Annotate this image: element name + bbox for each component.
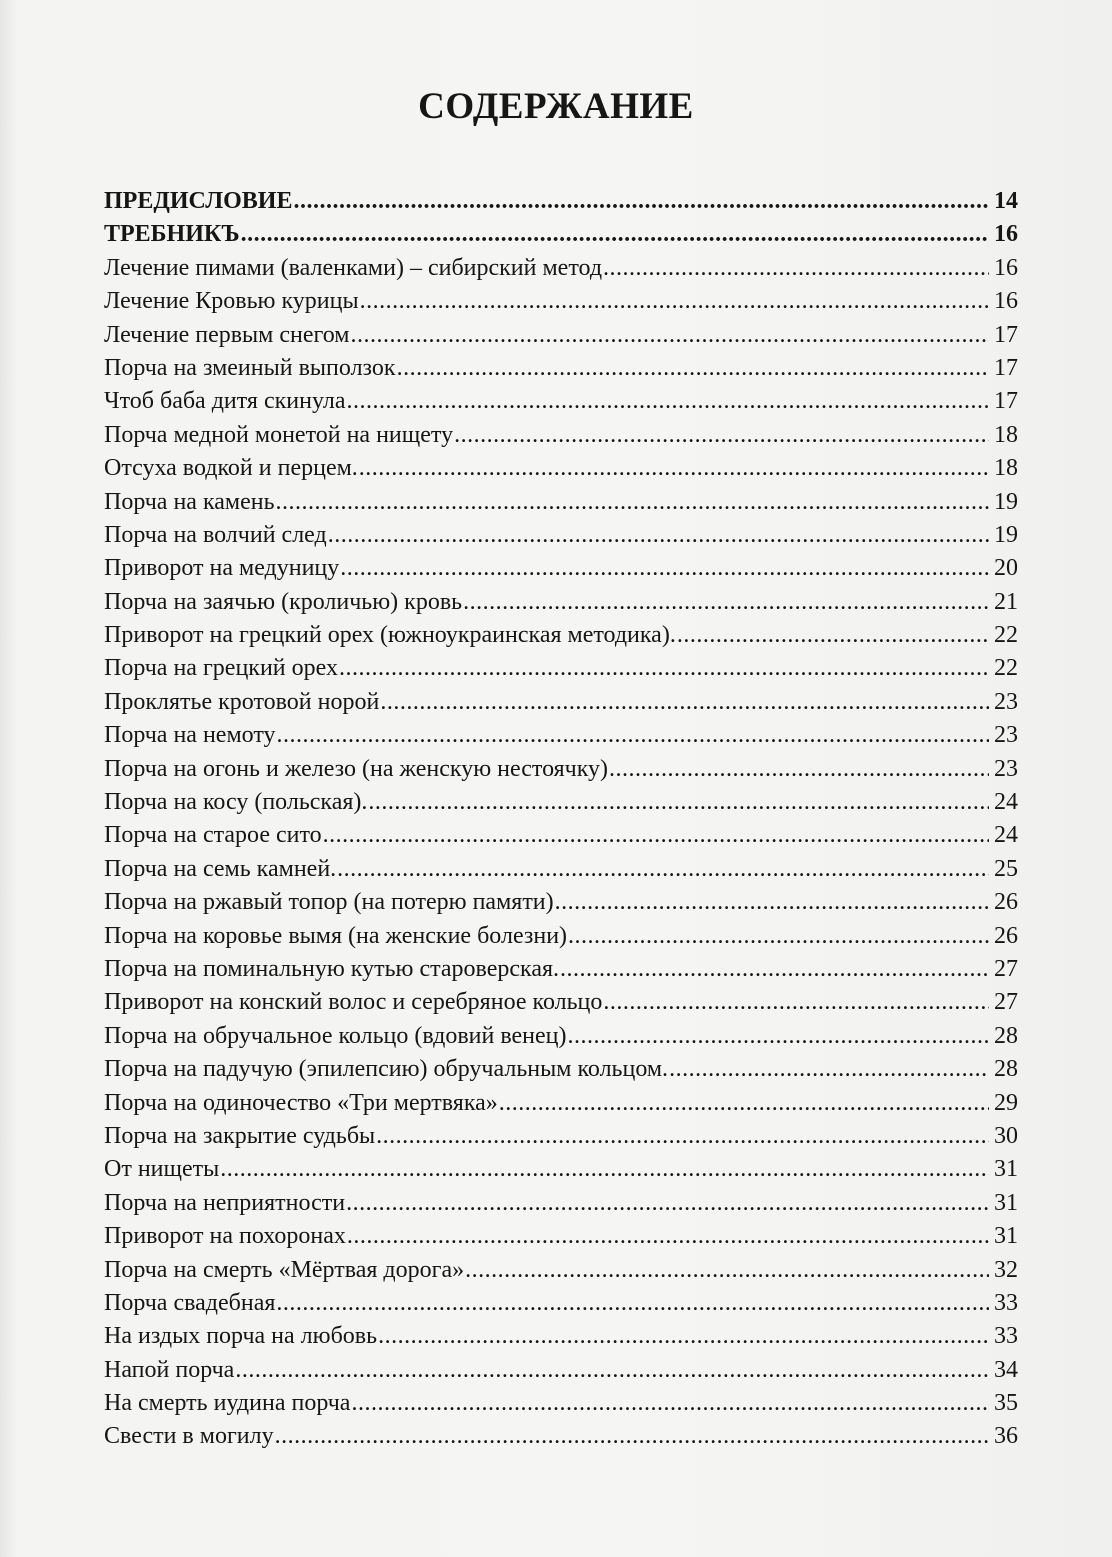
toc-dot-leader [220, 1153, 989, 1186]
toc-entry-title: От нищеты [104, 1156, 220, 1183]
toc-entry [104, 185, 1018, 218]
toc-entry [104, 853, 1018, 886]
toc-entry [104, 586, 1018, 619]
toc-entry-title: Порча на смерть «Мёртвая дорога» [104, 1256, 465, 1283]
toc-entry-page-number: 26 [994, 889, 1018, 916]
toc-entry-title: На издых порча на любовь [104, 1323, 378, 1350]
toc-dot-leader [359, 452, 989, 485]
toc-dot-leader [275, 1420, 989, 1453]
toc-dot-leader [235, 1354, 989, 1387]
toc-entry-title: Порча на закрытие судьбы [104, 1122, 376, 1149]
toc-entry-page-number: 19 [994, 488, 1018, 515]
toc-entry-title: Приворот на грецкий орех (южноукраинская методика). [104, 622, 676, 649]
toc-entry [104, 619, 1018, 652]
toc-entry-title: Порча на волчий след [104, 521, 327, 548]
toc-entry-page-number: 32 [994, 1256, 1018, 1283]
toc-dot-leader [397, 352, 989, 385]
toc-entry-page-number: 26 [994, 922, 1018, 949]
toc-entry-page-number: 23 [994, 688, 1018, 715]
toc-entry-page-number: 36 [994, 1423, 1018, 1450]
toc-entry [104, 1220, 1018, 1253]
toc-entry [104, 1153, 1018, 1186]
toc-dot-leader [339, 652, 989, 685]
toc-entry-page-number: 20 [994, 555, 1018, 582]
toc-entry-title: Приворот на похоронах [104, 1223, 346, 1250]
toc-entry [104, 1420, 1018, 1453]
toc-entry [104, 1187, 1018, 1220]
toc-entry-title: Свести в могилу [104, 1423, 274, 1450]
toc-entry [104, 519, 1018, 552]
toc-dot-leader [323, 819, 989, 852]
toc-entry [104, 986, 1018, 1019]
toc-entry-page-number: 34 [994, 1356, 1018, 1383]
toc-dot-leader [669, 1053, 989, 1086]
toc-entry-page-number: 16 [994, 254, 1018, 281]
toc-entry-page-number: 33 [994, 1323, 1018, 1350]
toc-entry-page-number: 28 [994, 1056, 1018, 1083]
toc-dot-leader [368, 786, 989, 819]
toc-entry [104, 819, 1018, 852]
toc-entry-title: Порча на старое сито [104, 822, 322, 849]
page-title: СОДЕРЖАНИЕ [418, 86, 694, 127]
toc-entry-page-number: 28 [994, 1022, 1018, 1049]
toc-entry-title: ПРЕДИСЛОВИЕ [104, 188, 293, 214]
toc-entry-title: Порча на семь камней. [104, 855, 337, 882]
toc-entry [104, 352, 1018, 385]
toc-dot-leader [351, 319, 990, 352]
toc-dot-leader [378, 1320, 989, 1353]
toc-entry [104, 285, 1018, 318]
toc-entry [104, 1287, 1018, 1320]
toc-entry-title: Порча на косу (польская). [104, 789, 368, 816]
toc-entry-page-number: 24 [994, 822, 1018, 849]
toc-entry-title: Порча на коровье вымя (на женские болезни) [104, 922, 568, 949]
toc-entry-page-number: 22 [994, 655, 1018, 682]
toc-entry-page-number: 16 [994, 288, 1018, 315]
toc-dot-leader [360, 285, 989, 318]
toc-entry [104, 920, 1018, 953]
toc-dot-leader [603, 986, 989, 1019]
toc-entry-title: Порча на огонь и железо (на женскую нестоячку) [104, 755, 609, 782]
toc-dot-leader [463, 586, 989, 619]
toc-entry [104, 786, 1018, 819]
toc-dot-leader [568, 1020, 989, 1053]
toc-entry-title: Приворот на конский волос и серебряное кольцо [104, 989, 603, 1016]
toc-entry-page-number: 33 [994, 1289, 1018, 1316]
toc-dot-leader [603, 252, 989, 285]
toc-entry-page-number: 23 [994, 755, 1018, 782]
toc-entry-title: Чтоб баба дитя скинула [104, 388, 346, 415]
toc-entry-title: Порча на змеиный выползок [104, 354, 396, 381]
toc-entry-page-number: 23 [994, 722, 1018, 749]
toc-dot-leader [568, 920, 989, 953]
toc-entry-title: Проклятье кротовой норой [104, 688, 380, 715]
toc-dot-leader [347, 1220, 989, 1253]
toc-entry [104, 1120, 1018, 1153]
toc-entry-title: Отсуха водкой и перцем. [104, 455, 358, 482]
toc-entry [104, 319, 1018, 352]
toc-dot-leader [380, 686, 989, 719]
toc-entry-page-number: 24 [994, 789, 1018, 816]
toc-dot-leader [337, 853, 989, 886]
toc-entry-page-number: 16 [994, 221, 1018, 248]
toc-entry-title: Приворот на медуницу [104, 555, 340, 582]
toc-entry [104, 385, 1018, 418]
toc-dot-leader [241, 218, 989, 251]
toc-entry-page-number: 31 [994, 1156, 1018, 1183]
toc-entry [104, 753, 1018, 786]
toc-entry-page-number: 18 [994, 455, 1018, 482]
toc-entry-page-number: 25 [994, 855, 1018, 882]
toc-entry-title: Напой порча [104, 1356, 235, 1383]
toc-entry-page-number: 27 [994, 989, 1018, 1016]
toc-dot-leader [328, 519, 989, 552]
toc-dot-leader [454, 419, 989, 452]
toc-entry-title: Порча на заячью (кроличью) кровь [104, 588, 463, 615]
toc-dot-leader [346, 1187, 989, 1220]
toc-entry [104, 1320, 1018, 1353]
toc-dot-leader [276, 486, 989, 519]
toc-entry-page-number: 17 [994, 354, 1018, 381]
toc-entry [104, 1020, 1018, 1053]
toc-dot-leader [609, 753, 989, 786]
toc-dot-leader [499, 1087, 989, 1120]
toc-dot-leader [351, 1387, 989, 1420]
toc-entry-page-number: 17 [994, 388, 1018, 415]
toc-dot-leader [560, 953, 989, 986]
toc-entry [104, 686, 1018, 719]
toc-entry [104, 652, 1018, 685]
toc-dot-leader [340, 552, 989, 585]
toc-entry [104, 218, 1018, 251]
toc-entry-title: Порча на неприятности [104, 1189, 346, 1216]
toc-entry-page-number: 35 [994, 1390, 1018, 1417]
toc-entry-title: Порча на камень [104, 488, 275, 515]
toc-entry [104, 252, 1018, 285]
toc-dot-leader [277, 719, 990, 752]
toc-dot-leader [347, 385, 989, 418]
toc-entry-page-number: 17 [994, 321, 1018, 348]
toc-entry-title: ТРЕБНИКЪ [104, 221, 240, 248]
toc-entry [104, 953, 1018, 986]
toc-entry-page-number: 30 [994, 1122, 1018, 1149]
toc-entry-title: На смерть иудина порча [104, 1390, 351, 1417]
toc-entry [104, 419, 1018, 452]
toc-entry [104, 452, 1018, 485]
toc-dot-leader [376, 1120, 989, 1153]
toc-entry-title: Порча на грецкий орех [104, 655, 338, 682]
toc-entry-title: Лечение первым снегом [104, 321, 350, 348]
toc-dot-leader [555, 886, 989, 919]
toc-entry [104, 719, 1018, 752]
toc-entry-page-number: 14 [994, 188, 1018, 214]
toc-entry-page-number: 29 [994, 1089, 1018, 1116]
toc-entry [104, 552, 1018, 585]
toc-entry [104, 1254, 1018, 1287]
toc-entry-title: Порча на поминальную кутью староверская. [104, 955, 560, 982]
toc-entry-page-number: 22 [994, 622, 1018, 649]
toc-entry-page-number: 18 [994, 421, 1018, 448]
toc-entry-page-number: 31 [994, 1189, 1018, 1216]
toc-entry-page-number: 21 [994, 588, 1018, 615]
toc-entry-title: Порча на падучую (эпилепсию) обручальным кольцом. [104, 1056, 669, 1083]
toc-entry-page-number: 19 [994, 521, 1018, 548]
toc-entry [104, 1387, 1018, 1420]
toc-dot-leader [677, 619, 989, 652]
toc-entry [104, 1053, 1018, 1086]
toc-entry-title: Порча на ржавый топор (на потерю памяти) [104, 889, 554, 916]
toc-dot-leader [293, 185, 989, 218]
toc-dot-leader [276, 1287, 989, 1320]
toc-entry-title: Порча на одиночество «Три мертвяка» [104, 1089, 498, 1116]
table-of-contents [104, 185, 1018, 1454]
toc-entry-title: Порча медной монетой на нищету [104, 421, 454, 448]
toc-entry [104, 486, 1018, 519]
toc-entry-page-number: 27 [994, 955, 1018, 982]
toc-dot-leader [465, 1254, 989, 1287]
toc-entry [104, 886, 1018, 919]
toc-entry [104, 1354, 1018, 1387]
toc-entry [104, 1087, 1018, 1120]
toc-entry-title: Порча на обручальное кольцо (вдовий венец) [104, 1022, 567, 1049]
toc-entry-title: Порча свадебная [104, 1289, 276, 1316]
toc-entry-title: Лечение пимами (валенками) – сибирский метод [104, 254, 603, 281]
toc-entry-title: Лечение Кровью курицы [104, 288, 359, 315]
toc-entry-page-number: 31 [994, 1223, 1018, 1250]
toc-entry-title: Порча на немоту [104, 722, 276, 749]
